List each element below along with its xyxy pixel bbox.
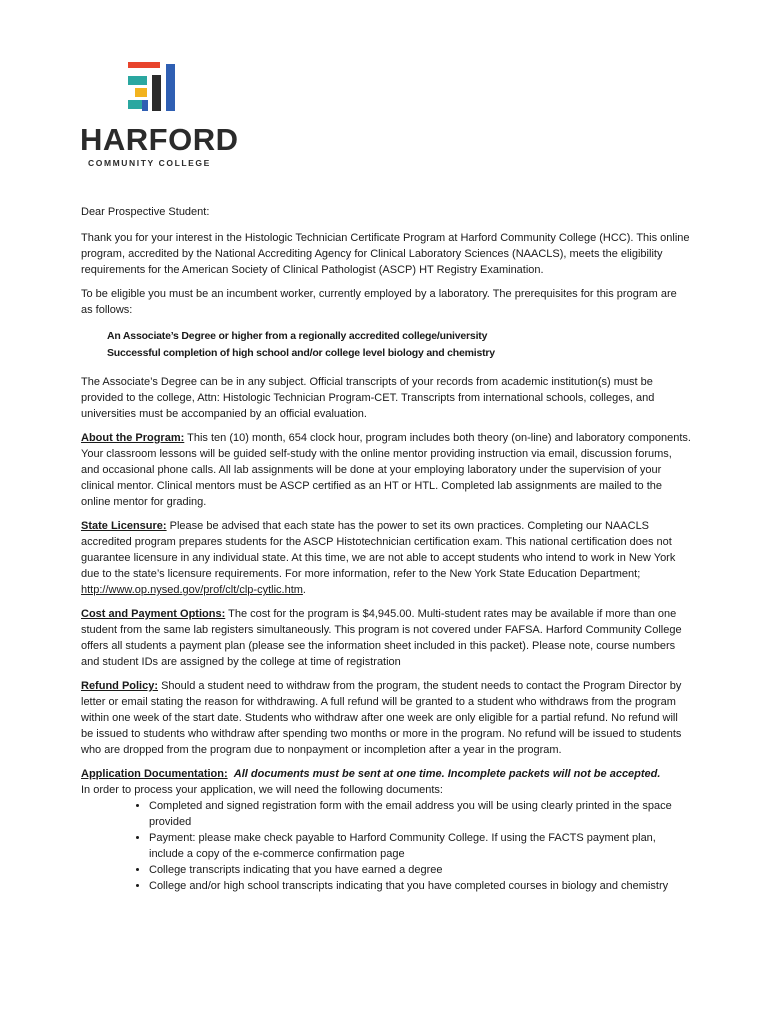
degree-note-paragraph: The Associate’s Degree can be in any subject. Official transcripts of your records from academic institution(s) must be provided to the college, Attn: Histologic Technician Program-CET. Transcripts from international schools, colleges, and universities must be accompanied by an official evaluation. xyxy=(81,376,655,420)
harford-logo-mark xyxy=(128,62,180,114)
harford-logo xyxy=(80,62,239,172)
logo-bar-dark xyxy=(152,75,161,111)
prerequisite-item: Successful completion of high school and/or college level biology and chemistry xyxy=(107,347,495,359)
licensure-text: Please be advised that each state has the power to set its own practices. Completing our NAACLS accredited program prepares students for the ASCP Histotechnician certification exam. This national certification does not guarantee licensure in any individual state. At this time, we are not able to accept students who intend to work in New York due to the state’s licensure requirements. For more information, refer to the New York State Education Department; xyxy=(81,520,676,580)
application-section xyxy=(81,766,691,782)
logo-bar-blue-small xyxy=(142,100,148,111)
prerequisite-item: An Associate’s Degree or higher from a regionally accredited college/university xyxy=(107,330,488,342)
nysed-link[interactable]: http://www.op.nysed.gov/prof/clt/clp-cytlic.htm xyxy=(81,584,303,596)
cost-section xyxy=(81,606,691,670)
eligibility-paragraph: To be eligible you must be an incumbent worker, currently employed by a laboratory. The prerequisites for this program are as follows: xyxy=(81,288,677,316)
refund-heading: Refund Policy: xyxy=(81,680,159,692)
logo-bar-yellow xyxy=(135,88,147,97)
about-heading: About the Program: xyxy=(81,432,185,444)
application-lead: In order to process your application, we will need the following documents: xyxy=(81,784,443,796)
cost-text: The cost for the program is $4,945.00. Multi-student rates may be available if more than one student from the same lab registers simultaneously. This program is not covered under FAFSA. Harford Community College offers all students a payment plan (please see the information sheet included in this packet). Please note, course numbers and student IDs are assigned by the college at time of registration xyxy=(81,608,682,668)
licensure-section: State Licensure: Please be advised that each state has the power to set its own practices. Completing our NAACLS accredited program prepares students for the ASCP Histotechnician certification exam. This national certification does not guarantee licensure in any individual state. At this time, we are not able to accept students who intend to work in New York due to the state’s licensure requirements. For more information, refer to the New York State Education Department; http://www.op.nysed.gov/prof/clt/clp-cytlic.htm. xyxy=(81,520,676,596)
cost-heading: Cost and Payment Options: xyxy=(81,608,226,620)
letter-body xyxy=(81,204,691,894)
logo-wordmark: HARFORD xyxy=(80,122,239,157)
about-text: This ten (10) month, 654 clock hour, program includes both theory (on-line) and laboratory components. Your classroom lessons will be guided self-study with the online mentor providing instruction via email, discussion forums, and occasional phone calls. All lab assignments will be done at your employing laboratory under the supervision of your clinical mentor. Clinical mentors must be ASCP certified as an HT or HTL. Completed lab assignments are mailed to the online mentor for grading. xyxy=(81,432,691,508)
intro-paragraph: Thank you for your interest in the Histologic Technician Certificate Program at Harford Community College (HCC). This online program, accredited by the National Accrediting Agency for Clinical Laboratory Sciences (NAACLS), meets the eligibility requirements for the American Society of Clinical Pathologist (ASCP) HT Registry Examination. xyxy=(81,232,690,276)
logo-bar-blue-tall xyxy=(166,64,175,111)
list-item: • College and/or high school transcripts indicating that you have completed courses in biology and chemistry xyxy=(149,878,691,894)
logo-bar-teal-bottom xyxy=(128,100,142,109)
prerequisite-list xyxy=(105,328,691,362)
logo-bar-teal-top xyxy=(128,76,147,85)
logo-bar-red xyxy=(128,62,160,68)
list-item: • College transcripts indicating that you have earned a degree xyxy=(149,862,691,878)
greeting: Dear Prospective Student: xyxy=(81,206,210,218)
application-heading: Application Documentation: xyxy=(81,768,228,780)
refund-section xyxy=(81,678,691,758)
logo-subtitle: COMMUNITY COLLEGE xyxy=(88,158,211,168)
document-list xyxy=(81,798,691,894)
refund-text: Should a student need to withdraw from the program, the student needs to contact the Program Director by letter or email stating the reason for withdrawing. A full refund will be granted to a student who withdraws from the program within one week of the start date. Students who withdraw after one week are only eligible for a partial refund. No refund will be issued to students who withdraw after spending two months or more in the program. No refund will be issued to students who are dropped from the program due to nonpayment or incompletion after a year in the program. xyxy=(81,680,682,756)
list-item: • Payment: please make check payable to Harford Community College. If using the FACTS payment plan, include a copy of the e-commerce confirmation page xyxy=(149,830,691,862)
licensure-heading: State Licensure: xyxy=(81,520,167,532)
list-item: • Completed and signed registration form with the email address you will be using clearly printed in the space provided xyxy=(149,798,691,830)
about-section xyxy=(81,430,691,510)
application-emphasis: All documents must be sent at one time. Incomplete packets will not be accepted. xyxy=(233,768,661,780)
